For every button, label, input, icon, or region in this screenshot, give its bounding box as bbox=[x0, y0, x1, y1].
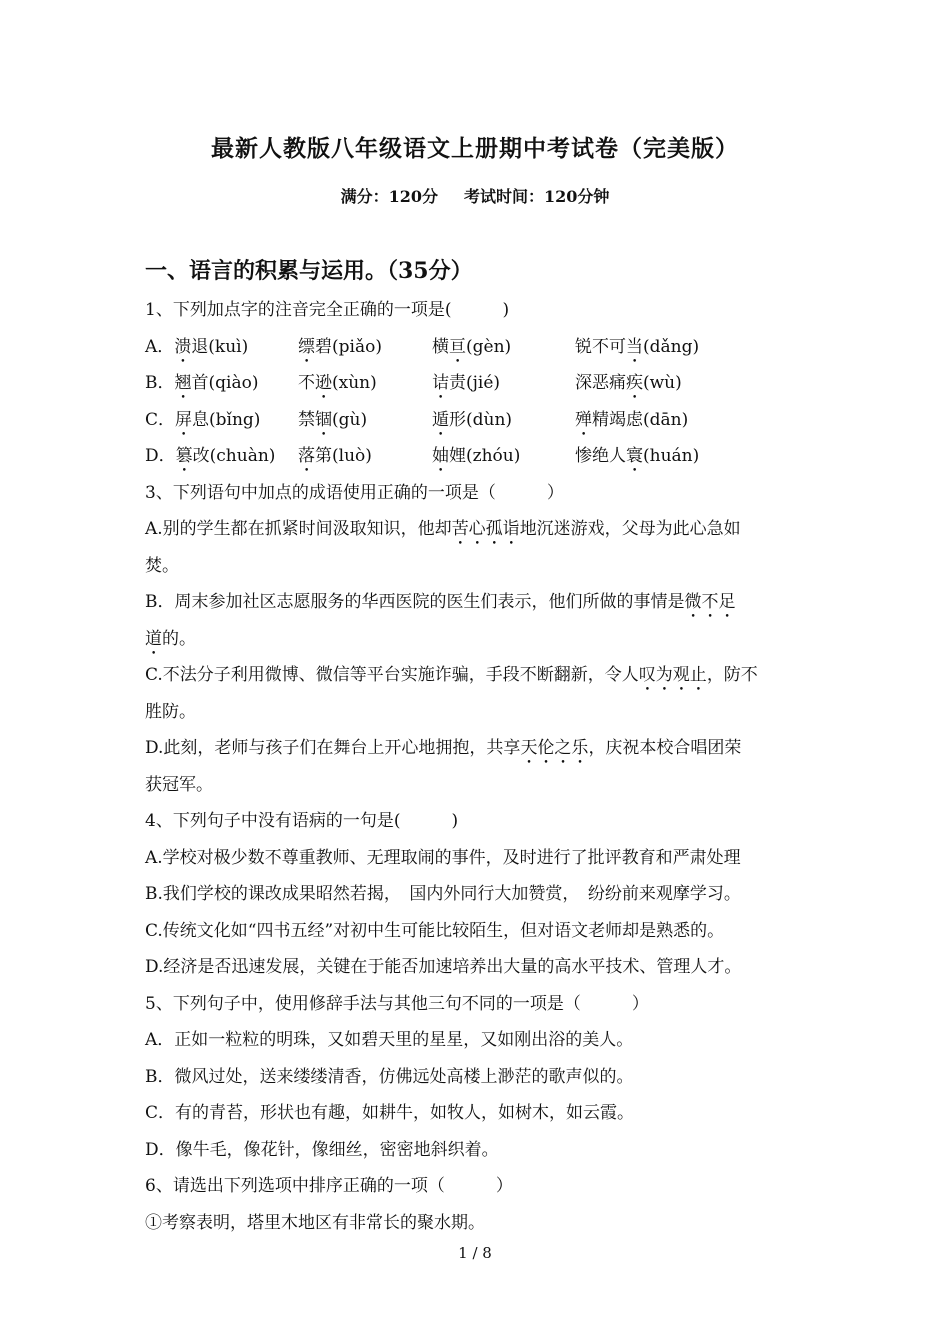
exam-time: 考试时间：120分钟 bbox=[464, 187, 610, 206]
text: 地沉迷游戏，父母为此心急如 bbox=[519, 519, 741, 539]
question-5-option-d: D．像牛毛，像花针，像细丝，密密地斜织着。 bbox=[145, 1139, 499, 1160]
dotted-character: 寰 bbox=[626, 446, 643, 466]
word-text: (xùn) bbox=[332, 373, 377, 393]
option-cell bbox=[575, 402, 775, 439]
option-cell bbox=[432, 402, 575, 439]
question-1-option bbox=[145, 438, 810, 475]
dotted-idiom: 天伦之乐 bbox=[520, 738, 589, 758]
word-text: 深恶痛 bbox=[575, 373, 626, 393]
question-4-option-d: D.经济是否迅速发展，关键在于能否加速培养出大量的高水平技术、管理人才。 bbox=[145, 957, 742, 977]
question-3-option-d bbox=[145, 730, 810, 767]
question-4-option-c: C.传统文化如“四书五经”对初中生可能比较陌生，但对语文老师却是熟悉的。 bbox=[145, 920, 725, 941]
word-text: 惨绝人 bbox=[575, 446, 626, 466]
option-cell bbox=[145, 365, 298, 402]
word-text: 娌(zhóu) bbox=[449, 446, 521, 466]
dotted-character: 落 bbox=[298, 446, 315, 466]
question-1-option bbox=[145, 402, 810, 439]
exam-info bbox=[0, 184, 950, 207]
word-text: 禁 bbox=[298, 409, 315, 430]
option-letter: A． bbox=[145, 336, 175, 357]
dotted-idiom: 苦心孤诣 bbox=[451, 519, 520, 539]
option-cell bbox=[432, 365, 575, 402]
option-cell bbox=[298, 438, 432, 475]
dotted-character: 疾 bbox=[626, 373, 643, 393]
text: ，庆祝本校合唱团荣 bbox=[588, 738, 742, 758]
question-3-option-b bbox=[145, 584, 810, 621]
question-1-option bbox=[145, 329, 810, 366]
option-cell bbox=[575, 365, 775, 402]
word-text: 第(luò) bbox=[315, 446, 372, 466]
option-cell bbox=[145, 329, 298, 366]
question-5-option-b: B．微风过处，送来缕缕清香，仿佛远处高楼上渺茫的歌声似的。 bbox=[145, 1066, 634, 1087]
dotted-idiom: 叹为观止 bbox=[638, 665, 707, 685]
question-4-option-b: B.我们学校的课改成果昭然若揭， 国内外同行大加赞赏， 纷纷前来观摩学习。 bbox=[145, 884, 741, 904]
question-6-item-1: ①考察表明，塔里木地区有非常长的聚水期。 bbox=[145, 1212, 485, 1233]
option-letter: B． bbox=[145, 373, 175, 393]
question-3-stem: 3、下列语句中加点的成语使用正确的一项是（ ） bbox=[145, 482, 564, 503]
dotted-character: 屏 bbox=[175, 409, 193, 430]
dotted-idiom: 道 bbox=[145, 628, 162, 649]
option-letter: D． bbox=[145, 446, 176, 466]
dotted-character: 锢 bbox=[315, 409, 332, 430]
word-text: (gù) bbox=[332, 409, 368, 430]
option-cell bbox=[432, 438, 575, 475]
question-5-stem: 5、下列句子中，使用修辞手法与其他三句不同的一项是（ ） bbox=[145, 993, 649, 1014]
word-text: (wù) bbox=[643, 373, 682, 393]
word-text: 横 bbox=[432, 336, 449, 357]
dotted-idiom: 微不足 bbox=[684, 592, 736, 612]
text: B．周末参加社区志愿服务的华西医院的医生们表示，他们所做的事情是 bbox=[145, 592, 685, 612]
option-cell bbox=[575, 329, 775, 366]
option-cell bbox=[298, 402, 432, 439]
question-3-option-a-cont: 焚。 bbox=[145, 555, 179, 576]
text: D.此刻，老师与孩子们在舞台上开心地拥抱，共享 bbox=[145, 738, 521, 758]
word-text: 改(chuàn) bbox=[192, 446, 276, 466]
word-text: 形(dùn) bbox=[449, 409, 513, 430]
dotted-character: 缥 bbox=[298, 336, 315, 357]
text: C.不法分子利用微博、微信等平台实施诈骗，手段不断翻新，令人 bbox=[145, 665, 639, 685]
text: ，防不 bbox=[706, 665, 758, 685]
question-5-option-c: C．有的青苔，形状也有趣，如耕牛，如牧人，如树木，如云霞。 bbox=[145, 1103, 635, 1123]
question-3-option-b-cont bbox=[145, 621, 810, 658]
word-text: (huán) bbox=[643, 446, 700, 466]
question-1-stem: 1、下列加点字的注音完全正确的一项是( ) bbox=[145, 300, 510, 320]
question-4-option-a: A.学校对极少数不尊重教师、无理取闹的事件，及时进行了批评教育和严肃处理 bbox=[145, 847, 741, 868]
question-6-stem: 6、请选出下列选项中排序正确的一项（ ） bbox=[145, 1176, 513, 1196]
page-number: 1 / 8 bbox=[458, 1244, 492, 1262]
option-cell bbox=[298, 365, 432, 402]
page-title: 最新人教版八年级语文上册期中考试卷（完美版） bbox=[211, 135, 739, 162]
dotted-character: 翘 bbox=[174, 373, 192, 393]
dotted-character: 妯 bbox=[432, 446, 449, 466]
dotted-character: 殚 bbox=[575, 409, 592, 430]
option-cell bbox=[145, 438, 298, 475]
word-text: 不 bbox=[298, 373, 315, 393]
option-cell bbox=[145, 402, 298, 439]
question-3-option-c bbox=[145, 657, 810, 694]
word-text: (dǎng) bbox=[643, 336, 700, 357]
dotted-character: 当 bbox=[626, 336, 643, 357]
dotted-character: 篡 bbox=[175, 446, 193, 466]
question-4-stem: 4、下列句子中没有语病的一句是( ) bbox=[145, 811, 459, 831]
question-1-options bbox=[145, 329, 810, 475]
question-3-option-a bbox=[145, 511, 810, 548]
question-5-option-a: A．正如一粒粒的明珠，又如碧天里的星星，又如刚出浴的美人。 bbox=[145, 1030, 634, 1050]
option-cell bbox=[575, 438, 775, 475]
option-cell bbox=[298, 329, 432, 366]
dotted-character: 诘 bbox=[432, 373, 449, 393]
dotted-character: 逊 bbox=[315, 373, 332, 393]
word-text: 责(jié) bbox=[449, 373, 501, 393]
question-3-option-d-cont: 获冠军。 bbox=[145, 774, 213, 795]
section-heading: 一、语言的积累与运用。（35分） bbox=[145, 258, 473, 284]
word-text: 锐不可 bbox=[575, 336, 626, 357]
text: A.别的学生都在抓紧时间汲取知识，他却 bbox=[145, 519, 452, 539]
word-text: 退(kuì) bbox=[191, 336, 249, 357]
word-text: 碧(piǎo) bbox=[315, 336, 382, 357]
word-text: 首(qiào) bbox=[191, 373, 259, 393]
option-letter: C． bbox=[145, 409, 176, 430]
dotted-character: 溃 bbox=[174, 336, 192, 357]
word-text: (gèn) bbox=[466, 336, 512, 357]
dotted-character: 亘 bbox=[449, 336, 466, 357]
option-cell bbox=[432, 329, 575, 366]
word-text: 精竭虑(dān) bbox=[592, 409, 689, 430]
question-body bbox=[145, 292, 810, 1241]
dotted-character: 遁 bbox=[432, 409, 449, 430]
full-score: 满分：120分 bbox=[340, 187, 438, 206]
question-3-option-c-cont: 胜防。 bbox=[145, 701, 196, 722]
word-text: 息(bǐng) bbox=[192, 409, 261, 430]
text: 的。 bbox=[162, 628, 196, 649]
question-1-option bbox=[145, 365, 810, 402]
